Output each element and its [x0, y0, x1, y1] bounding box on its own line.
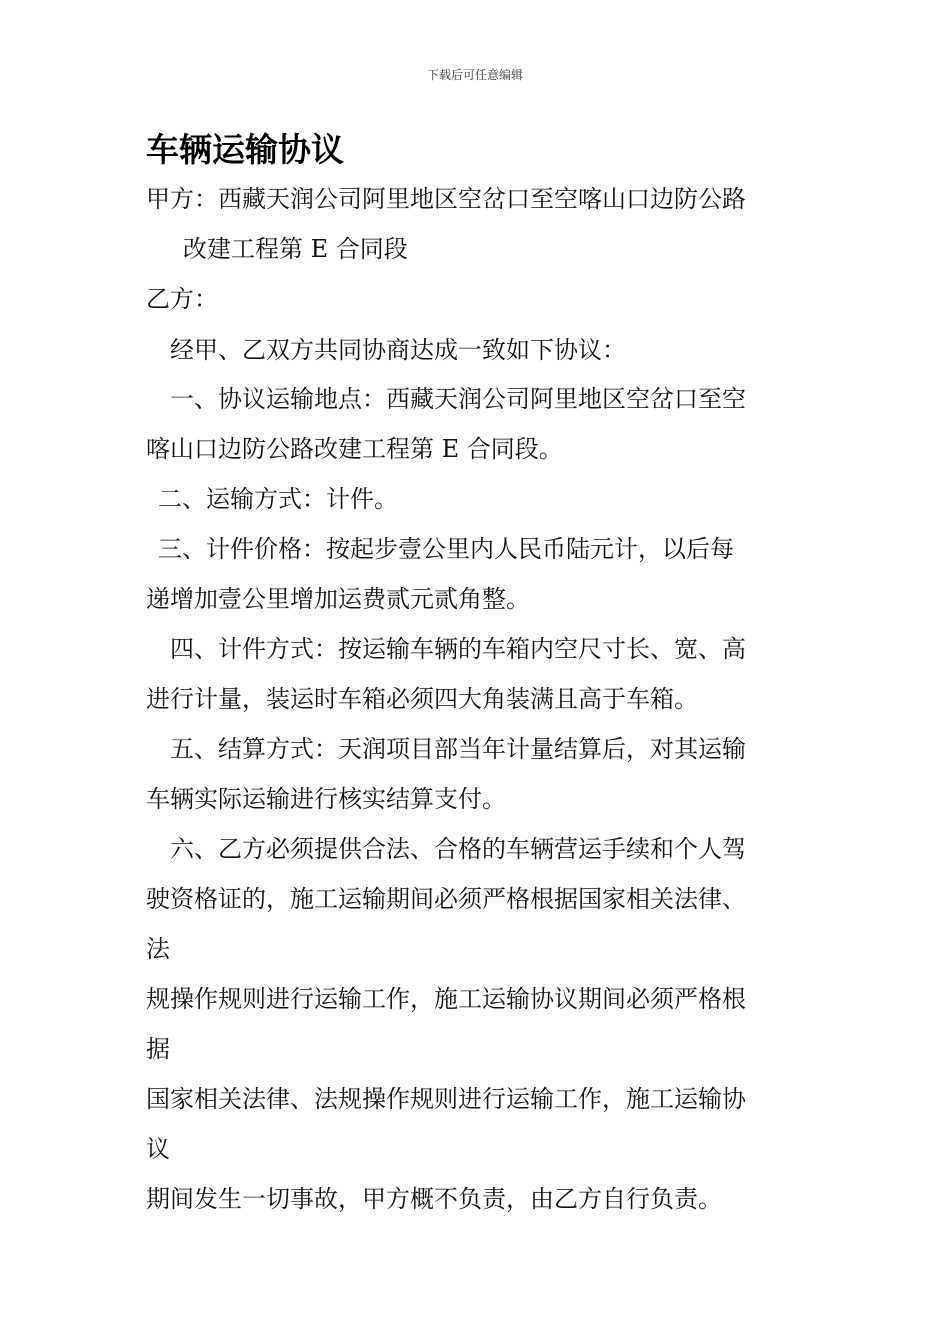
clause-5-line-2: 车辆实际运输进行核实结算支付。	[146, 785, 506, 813]
clause-6-line-5: 据	[146, 1035, 170, 1063]
header-note: 下载后可任意编辑	[426, 68, 523, 82]
clause-3-line-1: 三、计件价格：按起步壹公里内人民币陆元计，以后每	[158, 535, 734, 563]
clause-4-line-1: 四、计件方式：按运输车辆的车箱内空尺寸长、宽、高	[170, 635, 746, 663]
clause-6-line-4: 规操作规则进行运输工作，施工运输协议期间必须严格根	[146, 985, 746, 1013]
clause-6-line-8: 期间发生一切事故，甲方概不负责，由乙方自行负责。	[146, 1185, 722, 1213]
clause-1-line-2: 喀山口边防公路改建工程第 E 合同段。	[146, 435, 563, 463]
clause-6-line-7: 议	[146, 1135, 170, 1163]
party-b-line: 乙方：	[146, 285, 218, 313]
clause-6-line-1: 六、乙方必须提供合法、合格的车辆营运手续和个人驾	[170, 835, 746, 863]
clause-2-line-1: 二、运输方式：计件。	[158, 485, 398, 513]
document-title: 车辆运输协议	[146, 130, 344, 169]
clause-6-line-6: 国家相关法律、法规操作规则进行运输工作，施工运输协	[146, 1085, 746, 1113]
party-a-continuation: 改建工程第 E 合同段	[183, 235, 408, 263]
intro-paragraph: 经甲、乙双方共同协商达成一致如下协议：	[170, 336, 626, 364]
party-a-line: 甲方：西藏天润公司阿里地区空岔口至空喀山口边防公路	[146, 185, 746, 213]
clause-1-line-1: 一、协议运输地点：西藏天润公司阿里地区空岔口至空	[170, 385, 746, 413]
clause-6-line-3: 法	[146, 935, 170, 963]
clause-5-line-1: 五、结算方式：天润项目部当年计量结算后，对其运输	[170, 735, 746, 763]
clause-6-line-2: 驶资格证的，施工运输期间必须严格根据国家相关法律、	[146, 885, 746, 913]
clause-3-line-2: 递增加壹公里增加运费贰元贰角整。	[146, 585, 530, 613]
clause-4-line-2: 进行计量，装运时车箱必须四大角装满且高于车箱。	[146, 685, 698, 713]
